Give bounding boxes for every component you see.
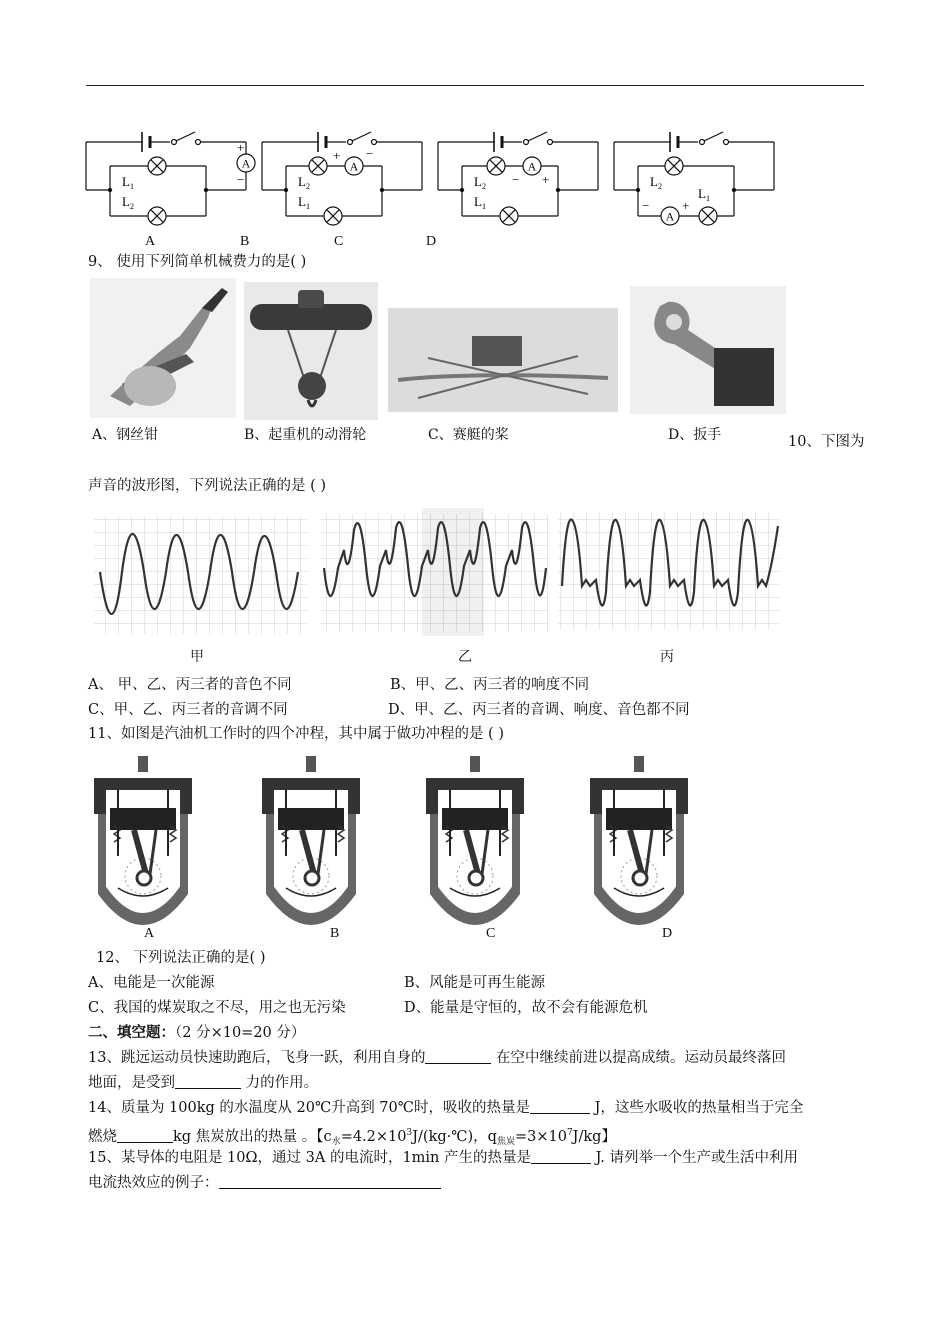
svg-text:L2: $L_2$ <box>474 174 486 191</box>
svg-text:+: + <box>333 148 341 163</box>
svg-text:−: − <box>512 172 520 187</box>
q13-line2 <box>88 1073 318 1093</box>
q10-option-c: C、甲、乙、丙三者的音调不同 <box>88 702 288 718</box>
q13-text-3: 地面，是受到 <box>88 1075 175 1091</box>
circuit-label-b: B <box>240 234 250 249</box>
q9-option-c: C、赛艇的桨 <box>428 427 509 443</box>
q15-blank-2[interactable] <box>219 1174 441 1189</box>
wave-label-yi: 乙 <box>458 649 472 665</box>
q14-text-8: J/kg】 <box>572 1129 616 1145</box>
q12-option-a: A、电能是一次能源 <box>88 975 215 991</box>
svg-text:+: + <box>542 172 550 187</box>
q9-question: 9、 使用下列简单机械费力的是( ) <box>88 254 307 270</box>
engine-strokes <box>86 756 766 924</box>
circuit-c <box>438 132 598 225</box>
q14-text-2: J，这些水吸收的热量相当于完全 <box>589 1100 804 1116</box>
circuit-b <box>262 132 422 225</box>
q14-text-6: J/(kg·℃)，q <box>412 1129 497 1145</box>
q15-blank-1[interactable] <box>531 1149 591 1164</box>
q12-option-c: C、我国的煤炭取之不尽，用之也无污染 <box>88 1000 346 1016</box>
q11-question: 11、如图是汽油机工作时的四个冲程，其中属于做功冲程的是 ( ) <box>88 726 504 742</box>
svg-text:−: − <box>366 146 374 161</box>
pliers-image <box>90 278 236 418</box>
wrench-image <box>630 286 786 414</box>
q14-blank-1[interactable] <box>530 1099 590 1114</box>
q10-question-start: 10、下图为 <box>788 434 865 450</box>
q14-sup-7: 7 <box>566 1128 573 1138</box>
wave-label-jia: 甲 <box>190 649 204 665</box>
sound-waveforms <box>92 506 782 638</box>
svg-text:L2: $L_2$ <box>298 174 310 191</box>
q15-line2 <box>88 1173 441 1193</box>
q13-text-1: 13、跳远运动员快速助跑后，飞身一跃，利用自身的 <box>88 1050 426 1066</box>
q14-text-1: 14、质量为 100kg 的水温度从 20℃升高到 70℃时，吸收的热量是 <box>88 1100 530 1116</box>
circuit-label-a: A <box>145 234 156 249</box>
svg-text:+: + <box>237 140 245 155</box>
q13-blank-2[interactable] <box>175 1074 241 1089</box>
svg-text:L1: $L_1$ <box>122 174 134 191</box>
rowing-image <box>388 308 618 412</box>
q9-option-b: B、起重机的动滑轮 <box>244 427 367 443</box>
circuit-a <box>86 132 255 225</box>
svg-text:L1: $L_1$ <box>698 186 710 203</box>
circuit-label-d: D <box>426 234 437 249</box>
pulley-image <box>244 282 378 420</box>
q10-option-d: D、甲、乙、丙三者的音调、响度、音色都不同 <box>388 702 690 718</box>
q13-line1 <box>88 1048 786 1068</box>
q14-text-3: 燃烧 <box>88 1129 117 1145</box>
q14-line1 <box>88 1098 803 1118</box>
q12-option-b: B、风能是可再生能源 <box>404 975 546 991</box>
header-rule <box>86 85 864 86</box>
svg-text:+: + <box>682 198 690 213</box>
engine-label-b: B <box>330 926 340 941</box>
q14-sup-3: 3 <box>406 1128 413 1138</box>
circuit-label-c: C <box>334 234 344 249</box>
q14-sub-coke: 焦炭 <box>496 1137 515 1147</box>
q15-line1 <box>88 1148 798 1168</box>
q12-option-d: D、能量是守恒的，故不会有能源危机 <box>404 1000 648 1016</box>
q10-option-b: B、甲、乙、丙三者的响度不同 <box>390 677 590 693</box>
q9-option-a: A、钢丝钳 <box>92 427 159 443</box>
q14-blank-2[interactable] <box>117 1128 173 1143</box>
engine-label-d: D <box>662 926 673 941</box>
q14-text-4: kg 焦炭放出的热量 。【c <box>173 1129 332 1145</box>
section-title-text: 二、填空题： <box>88 1024 175 1041</box>
q14-sub-water: 水 <box>331 1137 341 1147</box>
circuit-diagrams: A + − $L_1$ $L_2$ + − $L_2$ $L_1$ − + $L_2$ $L_1$ − + $L_2$ $L_1$ <box>80 128 780 238</box>
q15-text-3: 电流热效应的例子： <box>88 1175 219 1191</box>
q15-text-1: 15、某导体的电阻是 10Ω，通过 3A 的电流时，1min 产生的热量是 <box>88 1150 532 1166</box>
section-score: （2 分×10=20 分） <box>175 1025 306 1041</box>
q13-blank-1[interactable] <box>425 1049 491 1064</box>
q13-text-2: 在空中继续前进以提高成绩。运动员最终落回 <box>491 1050 787 1066</box>
engine-label-c: C <box>486 926 496 941</box>
svg-text:−: − <box>237 172 245 187</box>
q10-question: 声音的波形图，下列说法正确的是 ( ) <box>88 478 327 494</box>
svg-text:L2: $L_2$ <box>650 174 662 191</box>
section-title <box>88 1023 305 1043</box>
q9-option-d: D、扳手 <box>668 427 722 443</box>
q14-text-7: =3×10 <box>514 1129 567 1145</box>
circuit-d <box>614 132 774 225</box>
q14-text-5: =4.2×10 <box>340 1129 407 1145</box>
svg-text:−: − <box>642 198 650 213</box>
q10-option-a: A、 甲、乙、丙三者的音色不同 <box>88 677 292 693</box>
svg-text:L1: $L_1$ <box>474 194 486 211</box>
q13-text-4: 力的作用。 <box>241 1075 319 1091</box>
engine-label-a: A <box>144 926 155 941</box>
wave-label-bing: 丙 <box>660 649 674 665</box>
q15-text-2: J. 请列举一个生产或生活中利用 <box>591 1150 799 1166</box>
svg-text:L2: $L_2$ <box>122 194 134 211</box>
q12-question: 12、 下列说法正确的是( ) <box>96 950 266 966</box>
svg-text:L1: $L_1$ <box>298 194 310 211</box>
